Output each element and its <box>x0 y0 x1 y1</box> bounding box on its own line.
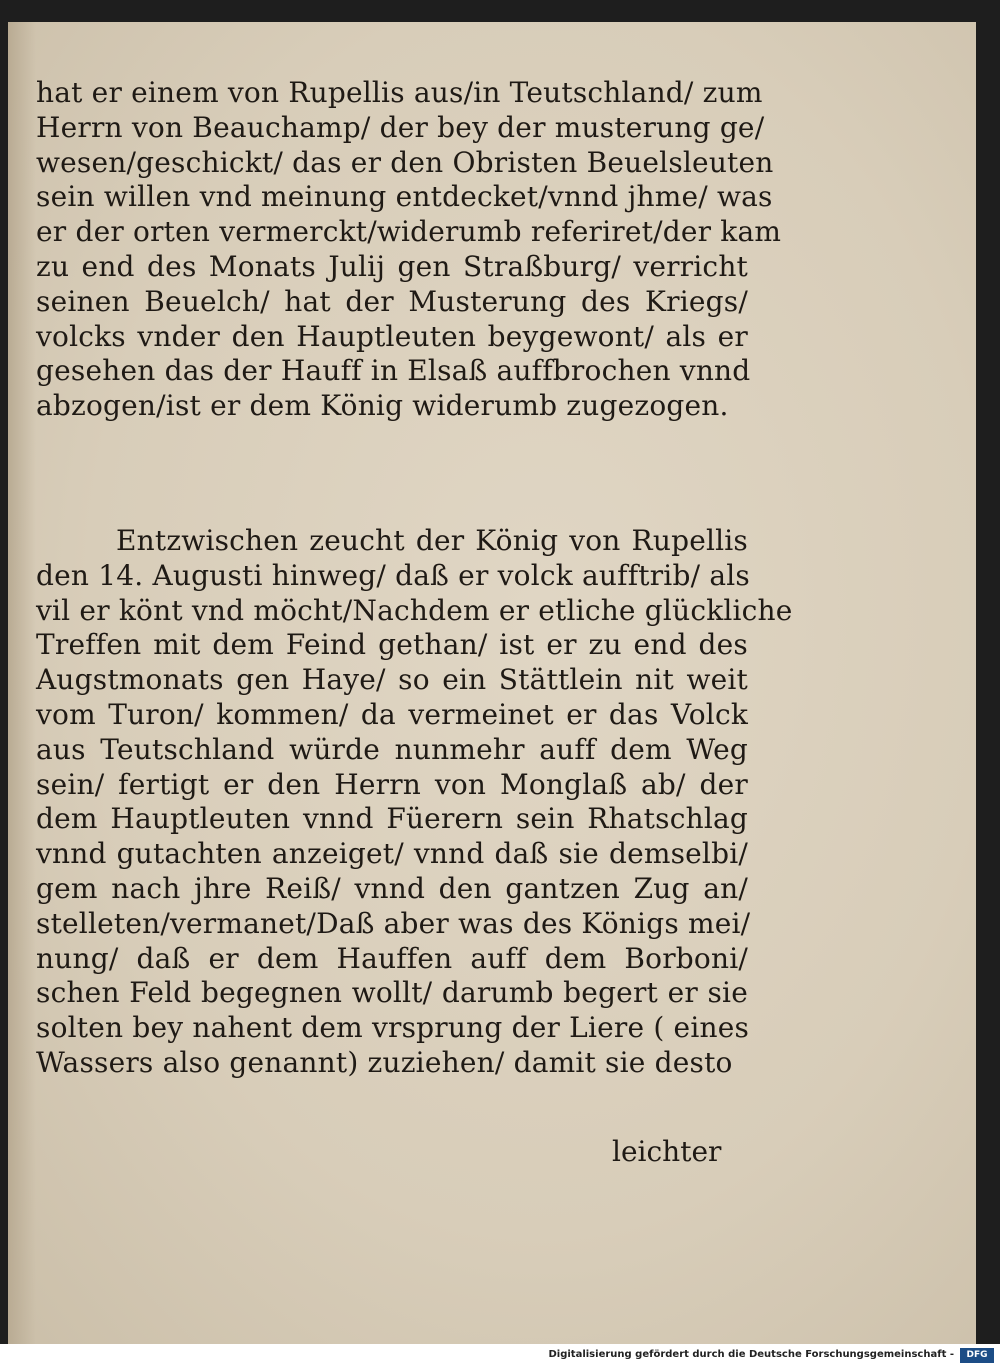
dfg-logo: DFG <box>960 1348 994 1363</box>
book-page <box>8 22 976 1344</box>
text-line: vil er könt vnd möcht/Nachdem er etliche glückliche <box>36 593 793 627</box>
text-line: den 14. Augusti hinweg/ daß er volck aufftrib/ als <box>36 558 750 592</box>
footer-bar <box>0 1344 1000 1368</box>
page-gutter-shadow <box>8 22 36 1344</box>
text-line: Treffen mit dem Feind gethan/ ist er zu end des <box>36 628 748 662</box>
text-line: seinen Beuelch/ hat der Musterung des Kriegs/ <box>36 284 748 318</box>
catchword: leichter <box>612 1135 722 1168</box>
text-line: vnnd gutachten anzeiget/ vnnd daß sie demselbi/ <box>36 837 748 871</box>
text-line: abzogen/ist er dem König widerumb zugezogen. <box>36 389 729 423</box>
text-line: gem nach jhre Reiß/ vnnd den gantzen Zug an/ <box>36 871 748 905</box>
paragraph-2 <box>36 524 793 1081</box>
paragraph-1 <box>36 76 782 424</box>
text-line: vom Turon/ kommen/ da vermeinet er das Volck <box>36 697 748 731</box>
text-line: sein willen vnd meinung entdecket/vnnd jhme/ was <box>36 180 773 214</box>
text-line: Wassers also genannt) zuziehen/ damit sie desto <box>36 1045 733 1079</box>
text-line: stelleten/vermanet/Daß aber was des Königs mei/ <box>36 906 751 940</box>
text-line: schen Feld begegnen wollt/ darumb begert er sie <box>36 976 748 1010</box>
text-line: hat er einem von Rupellis aus/in Teutschland/ zum <box>36 76 763 109</box>
text-line: Herrn von Beauchamp/ der bey der musterung ge/ <box>36 110 765 144</box>
text-line: Augstmonats gen Haye/ so ein Stättlein nit weit <box>36 663 748 697</box>
text-line: gesehen das der Hauff in Elsaß auffbrochen vnnd <box>36 354 751 388</box>
text-line: volcks vnder den Hauptleuten beygewont/ als er <box>36 319 748 353</box>
text-line: zu end des Monats Julij gen Straßburg/ verricht <box>36 249 748 283</box>
funding-credit: Digitalisierung gefördert durch die Deutsche Forschungsgemeinschaft - <box>548 1349 954 1360</box>
text-line: er der orten vermerckt/widerumb referiret/der kam <box>36 215 782 249</box>
text-line: wesen/geschickt/ das er den Obristen Beuelsleuten <box>36 145 774 179</box>
text-line: aus Teutschland würde nunmehr auff dem Weg <box>36 732 748 766</box>
text-line: nung/ daß er dem Hauffen auff dem Borboni/ <box>36 941 748 975</box>
text-line: dem Hauptleuten vnnd Füerern sein Rhatschlag <box>36 802 748 836</box>
text-line: sein/ fertigt er den Herrn von Monglaß ab/ der <box>36 767 748 801</box>
text-line: Entzwischen zeucht der König von Rupellis <box>116 524 748 557</box>
text-line: solten bey nahent dem vrsprung der Liere ( eines <box>36 1011 750 1045</box>
